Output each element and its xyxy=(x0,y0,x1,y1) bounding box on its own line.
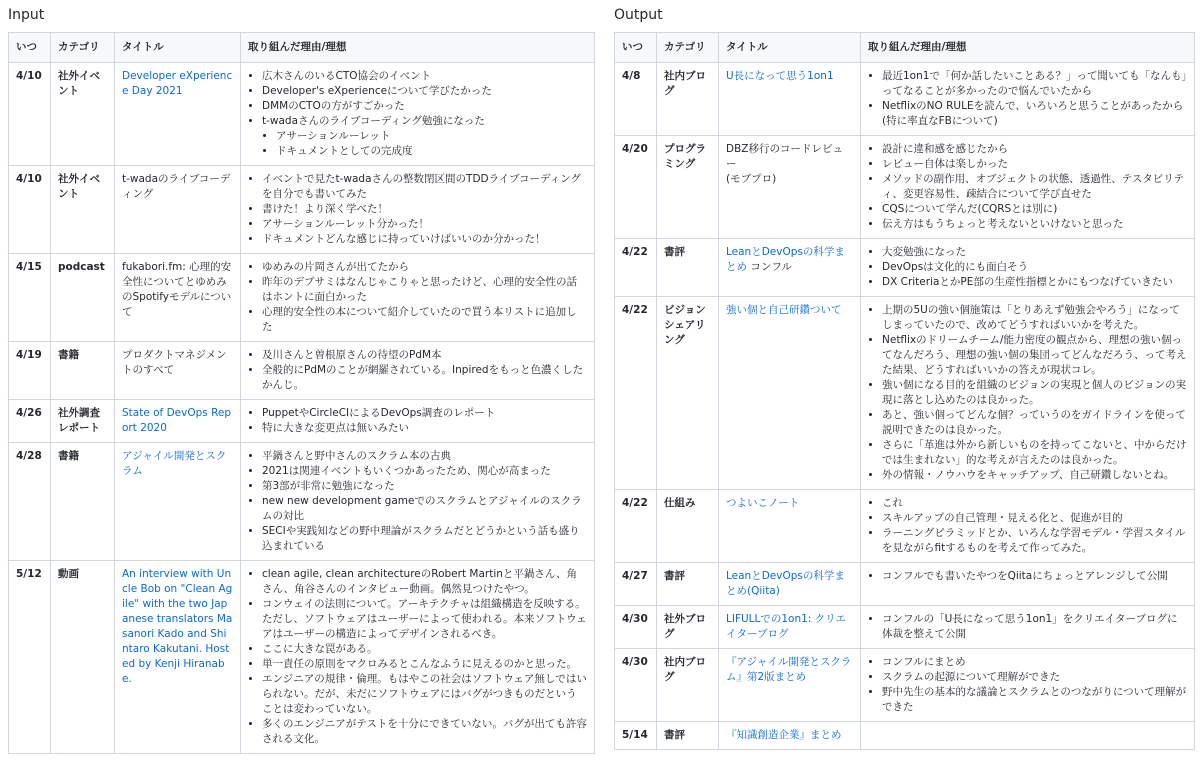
table-row xyxy=(615,649,1195,722)
row-reasons xyxy=(241,254,595,342)
row-date: 4/10 xyxy=(9,63,51,166)
reason-item xyxy=(882,333,1187,378)
table-row xyxy=(615,490,1195,563)
row-category: podcast xyxy=(51,254,115,342)
reason-text: コンウェイの法則について。アーキテクチャは組織構造を反映する。ただし、ソフトウェアはユーザーによって使われる。本来ソフトウェアはユーザーの構造によってデザインされるべき。 xyxy=(262,598,587,640)
row-title: DBZ移行のコードレビュー (モブプロ) xyxy=(726,143,843,185)
reason-item xyxy=(882,468,1187,483)
reason-text: これ xyxy=(882,497,903,509)
row-category: 書籍 xyxy=(51,443,115,561)
reason-item xyxy=(882,378,1187,408)
table-row xyxy=(615,63,1195,136)
row-reasons xyxy=(861,490,1195,563)
reason-item xyxy=(882,260,1187,275)
reason-item xyxy=(882,526,1187,556)
reason-item xyxy=(882,496,1187,511)
reason-item xyxy=(882,511,1187,526)
row-reasons xyxy=(241,166,595,254)
reason-item xyxy=(262,464,587,479)
table-row xyxy=(615,136,1195,239)
table-row xyxy=(9,342,595,400)
row-date: 5/14 xyxy=(615,722,657,750)
row-title-cell xyxy=(719,606,861,649)
reason-text: コンフルにまとめ xyxy=(882,656,966,668)
input-body xyxy=(9,63,595,754)
reason-item xyxy=(262,672,587,717)
row-category: 書評 xyxy=(657,563,719,606)
reason-text: 単一責任の原則をマクロみるとこんなふうに見えるのかと思った。 xyxy=(262,658,577,670)
reason-text: さらに「革進は外から新しいものを持ってこないと、中からだけでは生まれない」的な考えが言えたのは良かった。 xyxy=(882,439,1187,466)
reason-text: コンフルでも書いたやつをQiitaにちょっとアレンジして公開 xyxy=(882,570,1168,582)
row-title-link[interactable]: 強い個と自己研鑽ついて xyxy=(726,304,842,316)
reason-text: 外の情報・ノウハウをキャッチアップ、自己研鑽しないとね。 xyxy=(882,469,1175,481)
reason-list xyxy=(248,172,587,247)
row-reasons xyxy=(241,561,595,754)
row-reasons xyxy=(241,443,595,561)
row-date: 5/12 xyxy=(9,561,51,754)
reason-text: DMMのCTOの方がすごかった xyxy=(262,100,405,112)
reason-text: 上期の5Uの強い個施策は「とりあえず勉強会やろう」になってしまっていたので、改めてどうすればいいかを考えた。 xyxy=(882,304,1180,331)
reason-text: 全般的にPdMのことが網羅されている。Inpiredをもっと色濃くしたかんじ。 xyxy=(262,364,584,391)
reason-list xyxy=(248,260,587,335)
reason-text: コンフルの「U長になって思う1on1」をクリエイターブログに体裁を整えて公開 xyxy=(882,613,1178,640)
reason-item xyxy=(262,449,587,464)
reason-list xyxy=(868,69,1187,129)
table-row xyxy=(615,606,1195,649)
row-title-cell xyxy=(719,297,861,490)
reason-item xyxy=(262,84,587,99)
reason-item xyxy=(882,655,1187,670)
reason-text: 第3部が非常に勉強になった xyxy=(262,480,395,492)
reason-list xyxy=(868,569,1187,584)
reason-list xyxy=(248,348,587,393)
output-panel xyxy=(614,0,1194,750)
reason-text: clean agile, clean architectureのRobert Martinと平鍋さん、角さん、角谷さんのインタビュー動画。偶然見つけたやつ。 xyxy=(262,568,578,595)
row-category: 社内ブログ xyxy=(657,649,719,722)
row-category: 社外ブログ xyxy=(657,606,719,649)
row-reasons xyxy=(861,63,1195,136)
table-row xyxy=(9,400,595,443)
reason-item xyxy=(882,99,1187,129)
row-date: 4/30 xyxy=(615,649,657,722)
table-row xyxy=(9,166,595,254)
row-date: 4/22 xyxy=(615,297,657,490)
reason-item xyxy=(882,157,1187,172)
reason-text: エンジニアの規律・倫理。もはやこの社会はソフトウェア無しではいられない。だが、未だにソフトウェアにはバグがつきものだということは変わっていない。 xyxy=(262,673,587,715)
reason-item xyxy=(262,305,587,335)
row-title-link[interactable]: LIFULLでの1on1: クリエイターブログ xyxy=(726,613,846,640)
reason-text: アサーションルーレット分かった！ xyxy=(262,218,430,230)
table-row xyxy=(9,63,595,166)
row-reasons xyxy=(241,400,595,443)
reason-text: PuppetやCircleCIによるDevOps調査のレポート xyxy=(262,407,496,419)
table-row xyxy=(9,443,595,561)
row-title-link[interactable]: An interview with Uncle Bob on "Clean Agile" with the two Japanese translators Masanori Kado and Shintaro Kakutani. Hosted by Kenji Hiranabe. xyxy=(122,568,233,685)
reason-text: t-wadaさんのライブコーディング勉強になった xyxy=(262,115,485,127)
header-title: タイトル xyxy=(719,33,861,63)
reason-text: 昨年のデブサミはなんじゃこりゃと思ったけど、心理的安全性の話はホントに面白かった xyxy=(262,276,577,303)
reason-text: 2021は関連イベントもいくつかあったため、関心が高まった xyxy=(262,465,551,477)
row-category: プログラミング xyxy=(657,136,719,239)
reason-item xyxy=(262,232,587,247)
reason-sublist xyxy=(262,129,587,159)
row-reasons xyxy=(861,722,1195,750)
reason-item xyxy=(882,142,1187,157)
reason-item xyxy=(882,569,1187,584)
reason-list xyxy=(248,567,587,747)
header-category: カテゴリ xyxy=(657,33,719,63)
reason-text: ここに大きな罠がある。 xyxy=(262,643,378,655)
reason-item xyxy=(262,524,587,554)
row-reasons xyxy=(861,649,1195,722)
row-title-cell xyxy=(719,63,861,136)
row-title-link[interactable]: 『アジャイル開発とスクラム』第2版まとめ xyxy=(726,656,852,683)
row-category: 書評 xyxy=(657,722,719,750)
reason-item xyxy=(262,494,587,524)
row-title-cell xyxy=(115,443,241,561)
row-title: t-wadaのライブコーディング xyxy=(122,173,231,200)
row-reasons xyxy=(861,563,1195,606)
reason-subitem: • アサーションルーレット xyxy=(276,129,587,144)
row-title: プロダクトマネジメントのすべて xyxy=(122,349,227,376)
row-reasons xyxy=(861,297,1195,490)
output-header-row xyxy=(615,33,1195,63)
reason-text: 心理的安全性の本について紹介していたので買う本リストに追加した xyxy=(262,306,577,333)
reason-item xyxy=(882,685,1187,715)
reason-text: ラーニングピラミッドとか、いろんな学習モデル・学習スタイルを見ながらfitするものを考えて作ってみた。 xyxy=(882,527,1186,554)
row-title-link[interactable]: LeanとDevOpsの科学まとめ(Qiita) xyxy=(726,570,845,597)
reason-text: ゆめみの片岡さんが出てたから xyxy=(262,261,409,273)
row-category: 書評 xyxy=(657,239,719,297)
reason-item xyxy=(262,657,587,672)
row-title-link[interactable]: State of DevOps Report 2020 xyxy=(122,407,232,434)
reason-text: 野中先生の基本的な議論とスクラムとのつながりについて理解ができた xyxy=(882,686,1187,713)
row-date: 4/8 xyxy=(615,63,657,136)
reason-item xyxy=(882,172,1187,202)
reason-item xyxy=(882,303,1187,333)
reason-item xyxy=(262,114,587,159)
reason-item xyxy=(262,642,587,657)
row-title-cell xyxy=(115,166,241,254)
reason-text: メソッドの副作用、オブジェクトの状態、透過性、テスタビリティ、変更容易性、疎結合について学び直せた xyxy=(882,173,1185,200)
reason-item xyxy=(262,597,587,642)
table-row xyxy=(9,561,595,754)
row-title-link[interactable]: LeanとDevOpsの科学まとめ xyxy=(726,246,845,273)
row-title: fukabori.fm: 心理的安全性についてとゆめみのSpotifyモデルについて xyxy=(122,261,232,318)
output-heading: Output xyxy=(614,7,663,23)
row-reasons xyxy=(241,342,595,400)
reason-text: スクラムの起源について理解ができた xyxy=(882,671,1061,683)
reason-list xyxy=(248,449,587,554)
reason-text: 書けた！より深く学べた！ xyxy=(262,203,388,215)
reason-item xyxy=(882,438,1187,468)
row-title-cell xyxy=(115,561,241,754)
row-date: 4/19 xyxy=(9,342,51,400)
input-heading: Input xyxy=(8,7,45,23)
header-when: いつ xyxy=(615,33,657,63)
reason-item xyxy=(262,260,587,275)
row-reasons xyxy=(861,136,1195,239)
reason-item xyxy=(262,275,587,305)
header-title: タイトル xyxy=(115,33,241,63)
row-title-link[interactable]: アジャイル開発とスクラム xyxy=(122,450,227,477)
reason-text: スキルアップの自己管理・見える化と、促進が目的 xyxy=(882,512,1123,524)
row-reasons xyxy=(861,606,1195,649)
row-title-cell xyxy=(719,649,861,722)
table-row xyxy=(9,254,595,342)
reason-item xyxy=(262,217,587,232)
reason-text: 設計に違和感を感じたから xyxy=(882,143,1008,155)
reason-text: DevOpsは文化的にも面白そう xyxy=(882,261,1029,273)
reason-text: NetflixのNO RULEを読んで、いろいろと思うことがあったから(特に率直なFBについて) xyxy=(882,100,1184,127)
input-panel xyxy=(8,0,594,754)
reason-text: 広木さんのいるCTO協会のイベント xyxy=(262,70,432,82)
reason-text: レビュー自体は楽しかった xyxy=(882,158,1008,170)
row-category: 書籍 xyxy=(51,342,115,400)
row-title-cell xyxy=(719,136,861,239)
reason-text: 多くのエンジニアがテストを十分にできていない。バグが出ても許容される文化。 xyxy=(262,718,587,745)
table-row xyxy=(615,722,1195,750)
row-category: ビジョンシェアリング xyxy=(657,297,719,490)
reason-item xyxy=(882,408,1187,438)
row-date: 4/30 xyxy=(615,606,657,649)
row-title-cell xyxy=(115,63,241,166)
reason-text: 平鍋さんと野中さんのスクラム本の古典 xyxy=(262,450,451,462)
reason-item xyxy=(262,99,587,114)
row-title-link[interactable]: 『知識創造企業』まとめ xyxy=(726,729,842,741)
header-when: いつ xyxy=(9,33,51,63)
reason-item xyxy=(262,348,587,363)
reason-text: 強い個になる目的を組織のビジョンの実現と個人のビジョンの実現に落とし込めたのは良かった。 xyxy=(882,379,1187,406)
reason-text: new new development gameでのスクラムとアジャイルのスクラムの対比 xyxy=(262,495,582,522)
output-table xyxy=(614,32,1195,750)
row-category: 動画 xyxy=(51,561,115,754)
input-header-row xyxy=(9,33,595,63)
row-title-link[interactable]: Developer eXperience Day 2021 xyxy=(122,70,233,97)
header-category: カテゴリ xyxy=(51,33,115,63)
row-date: 4/10 xyxy=(9,166,51,254)
reason-list xyxy=(248,406,587,436)
row-title-cell xyxy=(719,490,861,563)
reason-item xyxy=(262,421,587,436)
reason-item xyxy=(262,567,587,597)
reason-item xyxy=(262,717,587,747)
row-reasons xyxy=(861,239,1195,297)
reason-list xyxy=(868,303,1187,483)
row-category: 社外イベント xyxy=(51,63,115,166)
row-date: 4/15 xyxy=(9,254,51,342)
row-title-suffix: コンフル xyxy=(747,261,792,273)
reason-text: 及川さんと曽根原さんの待望のPdM本 xyxy=(262,349,442,361)
output-body xyxy=(615,63,1195,750)
reason-item xyxy=(882,275,1187,290)
row-date: 4/22 xyxy=(615,239,657,297)
table-row xyxy=(615,239,1195,297)
reason-text: DX CriteriaとかPE部の生産性指標とかにもつなげていきたい xyxy=(882,276,1173,288)
reason-item xyxy=(262,172,587,202)
reason-item xyxy=(262,69,587,84)
row-category: 社外調査レポート xyxy=(51,400,115,443)
reason-text: 大変勉強になった xyxy=(882,246,966,258)
reason-list xyxy=(868,245,1187,290)
row-category: 仕組み xyxy=(657,490,719,563)
row-date: 4/28 xyxy=(9,443,51,561)
reason-text: あと、強い個ってどんな個？っていうのをガイドラインを使って説明できたのは良かった。 xyxy=(882,409,1186,436)
header-reason: 取り組んだ理由/理想 xyxy=(241,33,595,63)
row-title-cell xyxy=(719,563,861,606)
reason-item xyxy=(262,479,587,494)
reason-item xyxy=(882,202,1187,217)
row-title-cell xyxy=(115,400,241,443)
reason-text: Netflixのドリームチーム/能力密度の観点から、理想の強い個ってなんだろう、理想の強い個の集団ってどんなだろう、って考えた結果、どうすればいいかの答えが現状コレ。 xyxy=(882,334,1187,376)
reason-text: SECIや実践知などの野中理論がスクラムだとどうかという話も盛り込まれている xyxy=(262,525,580,552)
reason-text: イベントで見たt-wadaさんの整数閉区間のTDDライブコーディングを自分でも書いてみた xyxy=(262,173,581,200)
reason-item xyxy=(882,670,1187,685)
header-reason: 取り組んだ理由/理想 xyxy=(861,33,1195,63)
reason-item xyxy=(262,202,587,217)
row-reasons xyxy=(241,63,595,166)
row-date: 4/20 xyxy=(615,136,657,239)
reason-item xyxy=(882,69,1187,99)
reason-item xyxy=(882,217,1187,232)
row-title-link[interactable]: U長になって思う1on1 xyxy=(726,70,834,82)
row-category: 社外イベント xyxy=(51,166,115,254)
row-title-cell xyxy=(115,254,241,342)
row-date: 4/27 xyxy=(615,563,657,606)
row-title-cell xyxy=(719,239,861,297)
table-row xyxy=(615,563,1195,606)
row-title-cell xyxy=(115,342,241,400)
reason-list xyxy=(868,655,1187,715)
reason-text: 最近1on1で「何か話したいことある？」って聞いても「なんも」ってなることが多かったので悩んでいたから xyxy=(882,70,1187,97)
table-row xyxy=(615,297,1195,490)
reason-item xyxy=(262,406,587,421)
reason-text: Developer's eXperienceについて学びたかった xyxy=(262,85,492,97)
reason-list xyxy=(868,142,1187,232)
reason-subitem: • ドキュメントとしての完成度 xyxy=(276,144,587,159)
row-title-link[interactable]: つよいこノート xyxy=(726,497,800,509)
reason-list xyxy=(868,496,1187,556)
reason-text: 伝え方はもうちょっと考えないといけないと思った xyxy=(882,218,1124,230)
reason-item xyxy=(882,612,1187,642)
row-category: 社内ブログ xyxy=(657,63,719,136)
row-date: 4/22 xyxy=(615,490,657,563)
row-date: 4/26 xyxy=(9,400,51,443)
reason-text: 特に大きな変更点は無いみたい xyxy=(262,422,409,434)
reason-list xyxy=(248,69,587,159)
reason-item xyxy=(882,245,1187,260)
reason-text: ドキュメントどんな感じに持っていけばいいのか分かった！ xyxy=(262,233,546,245)
reason-text: CQSについて学んだ(CQRSとは別に) xyxy=(882,203,1058,215)
reason-item xyxy=(262,363,587,393)
input-table xyxy=(8,32,595,754)
row-title-cell xyxy=(719,722,861,750)
reason-list xyxy=(868,612,1187,642)
